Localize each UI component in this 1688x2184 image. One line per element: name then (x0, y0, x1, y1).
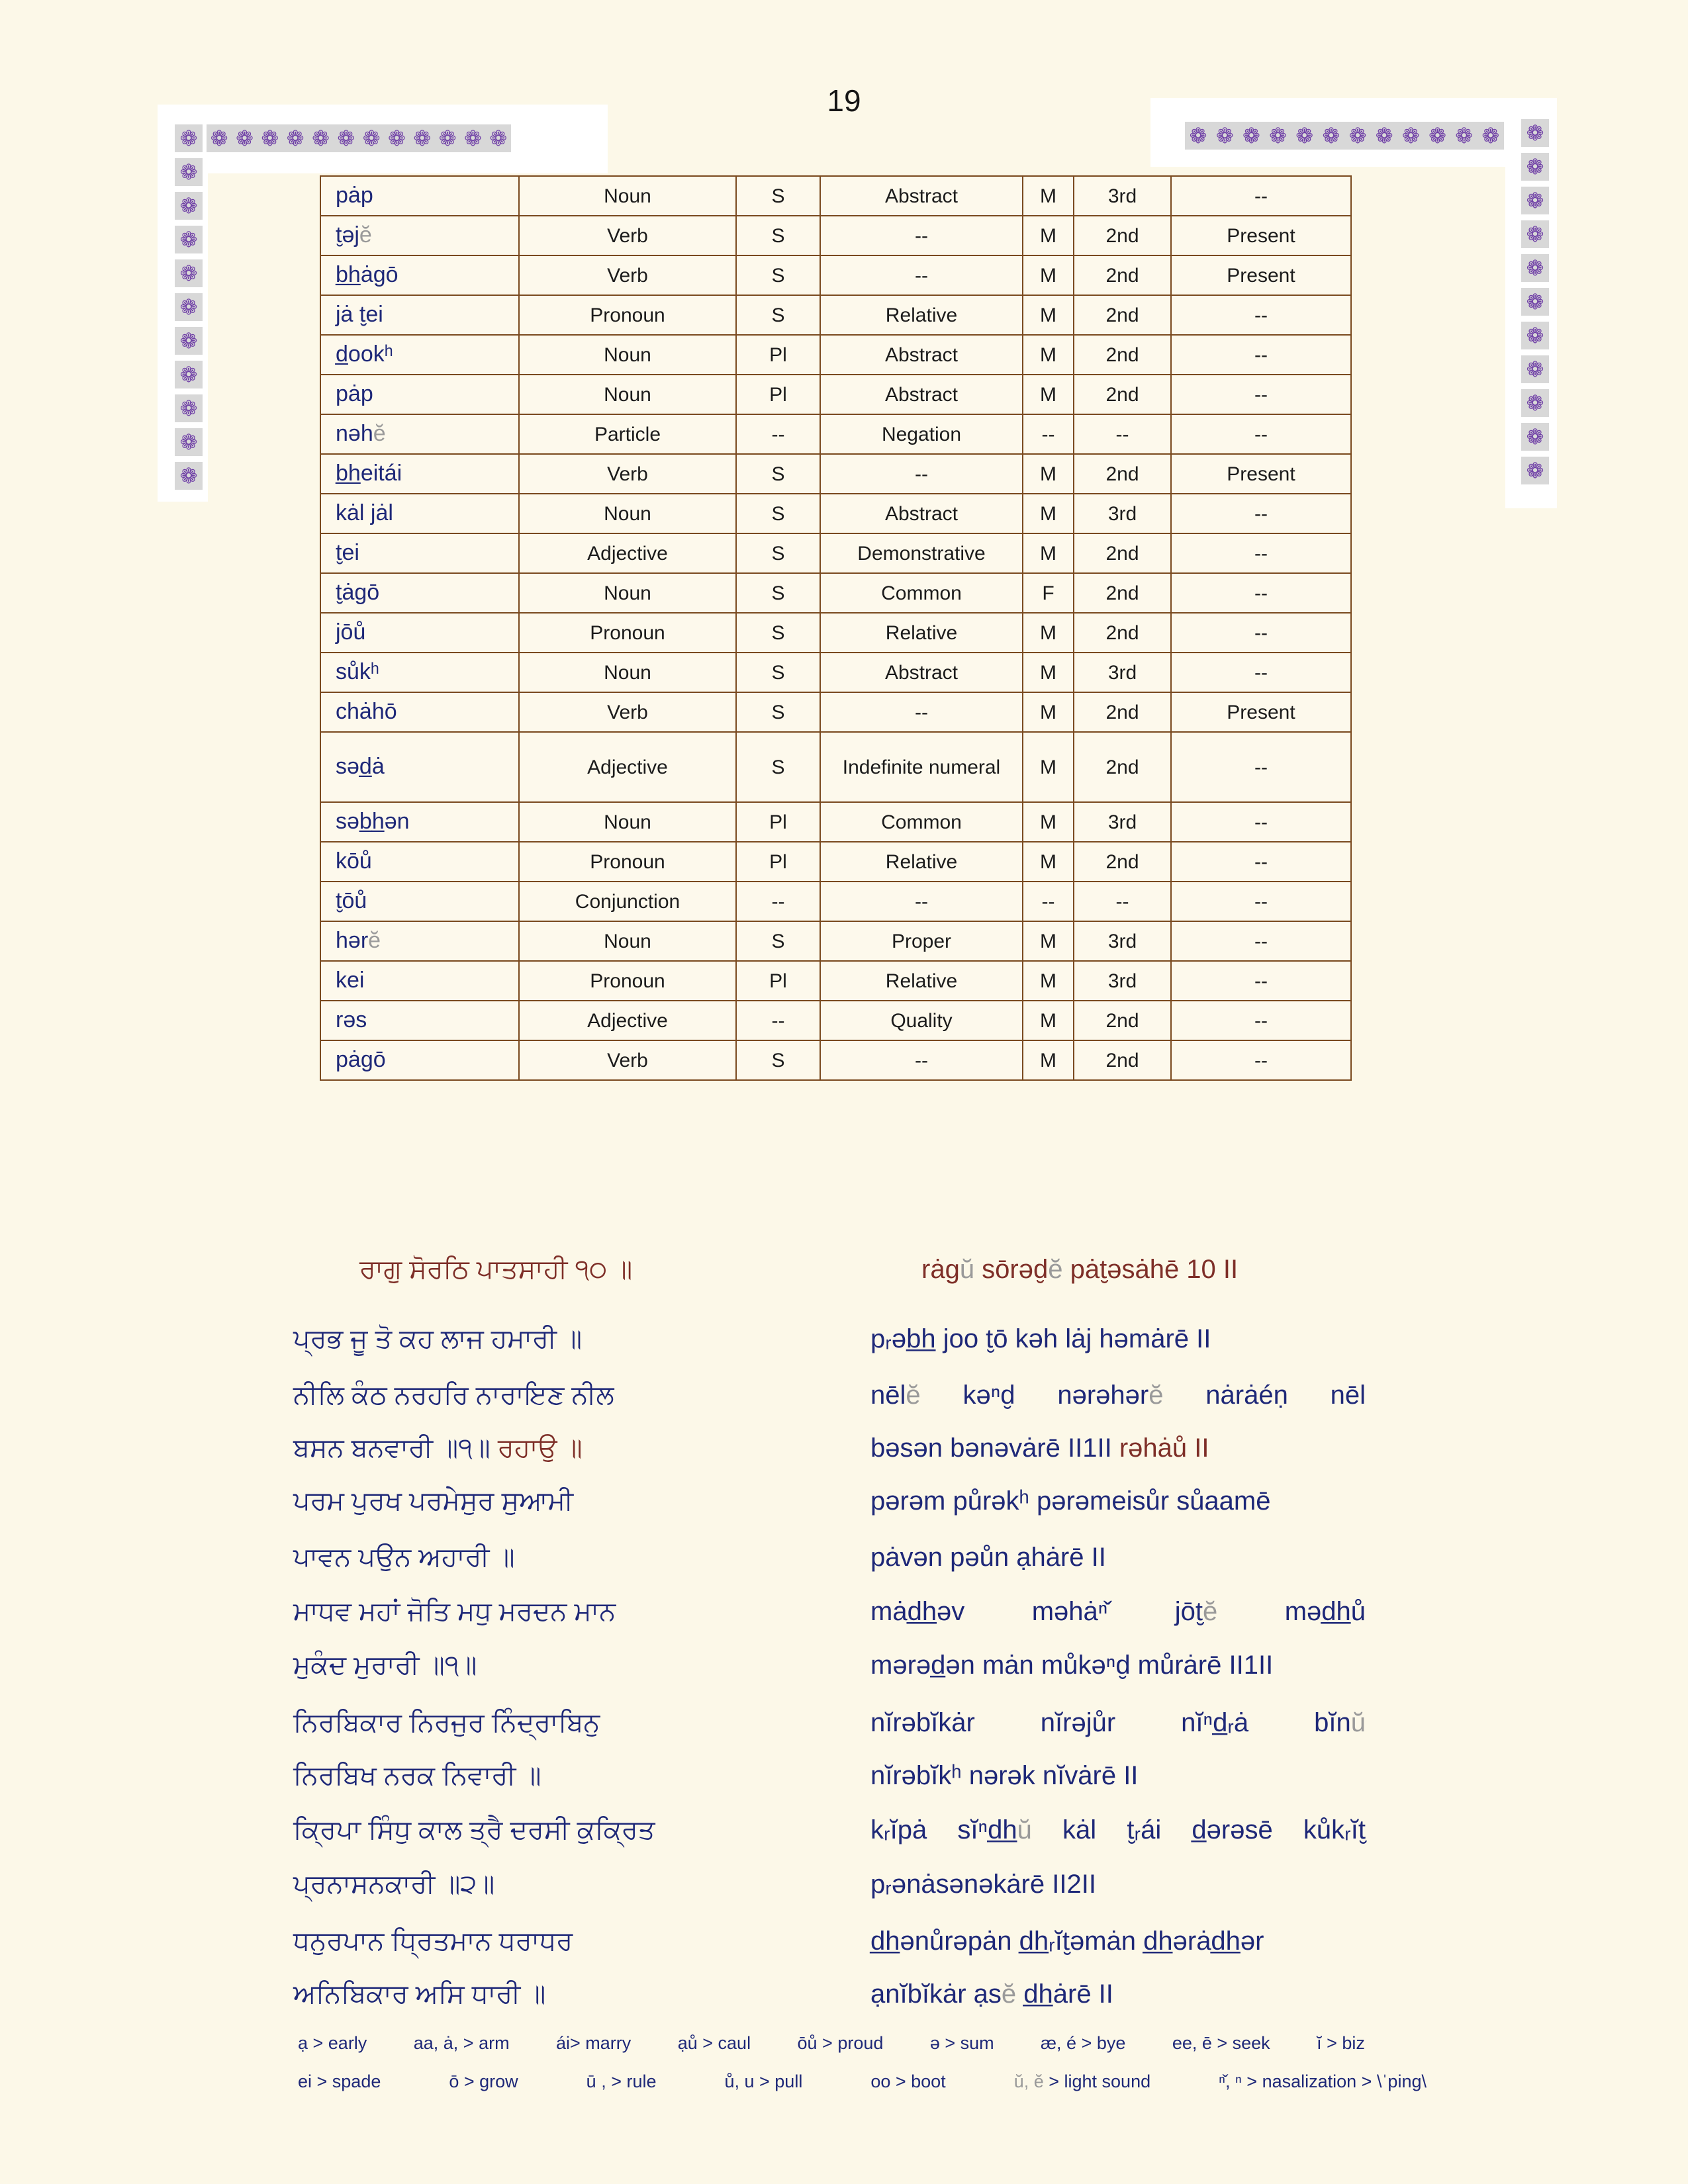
tense-cell: -- (1171, 533, 1351, 573)
type-cell: Negation (820, 414, 1023, 454)
pronunciation-guide-row-2 (298, 2071, 1427, 2092)
number-cell: -- (736, 882, 820, 921)
gurmukhi-line: ਨਿਰਬਿਕਾਰ ਨਿਰਜੁਰ ਨਿੰਦ੍ਰਾਬਿਨੁ (293, 1708, 600, 1737)
person-cell: 2nd (1074, 1001, 1171, 1040)
pos-cell: Noun (519, 335, 736, 375)
tense-cell: -- (1171, 921, 1351, 961)
number-cell: S (736, 732, 820, 802)
gender-cell: M (1023, 842, 1074, 882)
guide-item: oo > boot (870, 2071, 946, 2091)
page-number: 19 (827, 83, 861, 118)
type-cell: -- (820, 692, 1023, 732)
tense-cell: -- (1171, 573, 1351, 613)
person-cell: 2nd (1074, 692, 1171, 732)
gender-cell: M (1023, 494, 1074, 533)
translit-line: kᵣĭpȧ sĭⁿd̲h̲ŭ kȧl t̮ᵣái d̲ərəsē kůkᵣĭt̮ (870, 1815, 1366, 1844)
guide-item: æ, é > bye (1041, 2033, 1126, 2053)
person-cell: 2nd (1074, 255, 1171, 295)
translit-line: pᵣənȧsənəkȧrē II2II (870, 1870, 1096, 1899)
gurmukhi-line: ਰਾਗੁ ਸੋਰਠਿ ਪਾਤਸਾਹੀ ੧੦ ॥ (359, 1255, 633, 1284)
word-cell: rəs (320, 1001, 519, 1040)
number-cell: S (736, 533, 820, 573)
flower-icon: ❁ (175, 462, 203, 490)
translit-line: mərəd̲ən mȧn můkəⁿd̮ můrȧrē II1II (870, 1651, 1274, 1680)
pos-cell: Verb (519, 454, 736, 494)
pos-cell: Adjective (519, 1001, 736, 1040)
type-cell: -- (820, 454, 1023, 494)
word-cell: pȧp (320, 176, 519, 216)
tense-cell: -- (1171, 335, 1351, 375)
type-cell: Abstract (820, 176, 1023, 216)
gender-cell: M (1023, 613, 1074, 653)
number-cell: S (736, 573, 820, 613)
flower-icon: ❁ (175, 327, 203, 355)
person-cell: 2nd (1074, 375, 1171, 414)
tense-cell: -- (1171, 295, 1351, 335)
tense-cell: -- (1171, 842, 1351, 882)
word-cell: kȧl jȧl (320, 494, 519, 533)
number-cell: S (736, 1040, 820, 1080)
guide-item: aa, ȧ, > arm (413, 2033, 510, 2053)
guide-item: ə > sum (929, 2033, 994, 2053)
flower-icon: ❁ (1521, 457, 1549, 484)
gender-cell: M (1023, 255, 1074, 295)
word-cell: t̮ei (320, 533, 519, 573)
gurmukhi-line: ਪ੍ਰਨਾਸਨਕਾਰੀ ॥੨॥ (293, 1870, 495, 1899)
gender-cell: M (1023, 1040, 1074, 1080)
flower-icon: ❁ (261, 126, 279, 150)
flower-icon: ❁ (1375, 124, 1393, 148)
tense-cell: -- (1171, 375, 1351, 414)
number-cell: Pl (736, 961, 820, 1001)
word-cell: b̲h̲ȧgō (320, 255, 519, 295)
type-cell: Indefinite numeral (820, 732, 1023, 802)
gurmukhi-line: ਧਨੁਰਪਾਨ ਧ੍ਰਿਤਮਾਨ ਧਰਾਧਰ (293, 1927, 573, 1956)
word-cell: pȧp (320, 375, 519, 414)
word-cell: jȧ t̮ei (320, 295, 519, 335)
pos-cell: Pronoun (519, 842, 736, 882)
flower-icon: ❁ (175, 293, 203, 321)
gurmukhi-line: ਮੁਕੰਦ ਮੁਰਾਰੀ ॥੧॥ (293, 1651, 477, 1680)
tense-cell: -- (1171, 653, 1351, 692)
number-cell: Pl (736, 375, 820, 414)
guide-item: ū , > rule (586, 2071, 657, 2091)
pos-cell: Noun (519, 573, 736, 613)
person-cell: 2nd (1074, 732, 1171, 802)
gurmukhi-line: ਪਾਵਨ ਪਉਨ ਅਹਾਰੀ ॥ (293, 1543, 515, 1572)
number-cell: -- (736, 414, 820, 454)
flower-icon: ❁ (1521, 322, 1549, 349)
type-cell: Relative (820, 961, 1023, 1001)
person-cell: 2nd (1074, 295, 1171, 335)
word-cell: chȧhō (320, 692, 519, 732)
type-cell: -- (820, 216, 1023, 255)
guide-item: ōů > proud (797, 2033, 884, 2053)
person-cell: 2nd (1074, 613, 1171, 653)
gender-cell: M (1023, 454, 1074, 494)
word-cell: pȧgō (320, 1040, 519, 1080)
guide-item: ee, ē > seek (1172, 2033, 1270, 2053)
pos-cell: Adjective (519, 533, 736, 573)
person-cell: -- (1074, 414, 1171, 454)
person-cell: 2nd (1074, 842, 1171, 882)
gurmukhi-line: ਪ੍ਰਭ ਜੂ ਤੋ ਕਹ ਲਾਜ ਹਮਾਰੀ ॥ (293, 1324, 583, 1353)
flower-icon: ❁ (1429, 124, 1446, 148)
gender-cell: M (1023, 961, 1074, 1001)
translit-line: nĭrəbĭkʰ nərək nĭvȧrē II (870, 1761, 1139, 1790)
flower-icon: ❁ (388, 126, 406, 150)
tense-cell: -- (1171, 882, 1351, 921)
number-cell: S (736, 176, 820, 216)
gender-cell: M (1023, 216, 1074, 255)
flower-icon: ❁ (1521, 389, 1549, 417)
flower-icon: ❁ (312, 126, 330, 150)
type-cell: Demonstrative (820, 533, 1023, 573)
flower-icon: ❁ (464, 126, 482, 150)
word-cell: d̲ookʰ (320, 335, 519, 375)
gender-cell: M (1023, 335, 1074, 375)
flower-icon: ❁ (210, 126, 228, 150)
flower-icon: ❁ (1521, 153, 1549, 181)
flower-icon: ❁ (362, 126, 381, 150)
flower-icon: ❁ (175, 428, 203, 456)
tense-cell: -- (1171, 961, 1351, 1001)
tense-cell: Present (1171, 454, 1351, 494)
flower-icon: ❁ (489, 126, 508, 150)
flower-icon: ❁ (175, 158, 203, 186)
pos-cell: Noun (519, 802, 736, 842)
gurmukhi-line: ਮਾਧਵ ਮਹਾਂ ਜੋਤਿ ਮਧੁ ਮਰਦਨ ਮਾਨ (293, 1597, 616, 1626)
number-cell: S (736, 295, 820, 335)
pos-cell: Pronoun (519, 613, 736, 653)
tense-cell: -- (1171, 802, 1351, 842)
gender-cell: M (1023, 802, 1074, 842)
tense-cell: -- (1171, 613, 1351, 653)
word-cell: jōů (320, 613, 519, 653)
word-cell: b̲h̲eitái (320, 454, 519, 494)
person-cell: 3rd (1074, 921, 1171, 961)
type-cell: Quality (820, 1001, 1023, 1040)
person-cell: 3rd (1074, 176, 1171, 216)
guide-item: ŭ, ĕ > light sound (1013, 2071, 1151, 2091)
number-cell: S (736, 255, 820, 295)
number-cell: S (736, 692, 820, 732)
pos-cell: Noun (519, 375, 736, 414)
gurmukhi-line: ਨਿਰਬਿਖ ਨਰਕ ਨਿਵਾਰੀ ॥ (293, 1761, 541, 1790)
flower-icon: ❁ (175, 361, 203, 388)
type-cell: Abstract (820, 375, 1023, 414)
flower-icon: ❁ (1189, 124, 1207, 148)
gender-cell: -- (1023, 882, 1074, 921)
type-cell: Abstract (820, 653, 1023, 692)
pos-cell: Verb (519, 255, 736, 295)
translit-line: pȧvən pəůn ạhȧrē II (870, 1543, 1106, 1572)
word-cell: səb̲h̲ən (320, 802, 519, 842)
tense-cell: -- (1171, 414, 1351, 454)
guide-item: ĭ > biz (1317, 2033, 1365, 2053)
gurmukhi-line: ਪਰਮ ਪੁਰਖ ਪਰਮੇਸੁਰ ਸੁਆਮੀ (293, 1486, 574, 1516)
person-cell: 2nd (1074, 1040, 1171, 1080)
flower-icon: ❁ (1521, 288, 1549, 316)
pos-cell: Verb (519, 1040, 736, 1080)
flower-icon: ❁ (1215, 124, 1234, 148)
type-cell: -- (820, 1040, 1023, 1080)
word-cell: hərĕ (320, 921, 519, 961)
flower-icon: ❁ (1521, 423, 1549, 451)
pos-cell: Particle (519, 414, 736, 454)
flower-icon: ❁ (236, 126, 254, 150)
guide-item: ō > grow (449, 2071, 518, 2091)
number-cell: Pl (736, 802, 820, 842)
type-cell: Abstract (820, 335, 1023, 375)
guide-item: ů, u > pull (724, 2071, 803, 2091)
number-cell: S (736, 653, 820, 692)
number-cell: S (736, 613, 820, 653)
flower-icon: ❁ (1455, 124, 1474, 148)
gender-cell: M (1023, 692, 1074, 732)
word-cell: səd̲ȧ (320, 732, 519, 802)
tense-cell: -- (1171, 494, 1351, 533)
pos-cell: Noun (519, 921, 736, 961)
flower-icon: ❁ (1269, 124, 1287, 148)
gender-cell: M (1023, 732, 1074, 802)
word-cell: nəhĕ (320, 414, 519, 454)
translit-line: pᵣəb̲h̲ joo t̮ō kəh lȧj həmȧrē II (870, 1324, 1211, 1353)
tense-cell: -- (1171, 732, 1351, 802)
tense-cell: -- (1171, 1040, 1351, 1080)
guide-item: ⁿ̌, ⁿ > nasalization > \ˈping\ (1219, 2071, 1427, 2091)
flower-icon: ❁ (1521, 220, 1549, 248)
gender-cell: M (1023, 295, 1074, 335)
flower-icon: ❁ (1242, 124, 1260, 148)
flower-icon: ❁ (1521, 355, 1549, 383)
flower-icon: ❁ (175, 259, 203, 287)
translit-line: mȧd̲h̲əv məhȧⁿ̌ jōt̮ĕ məd̲h̲ů (870, 1597, 1366, 1626)
translit-line: pərəm půrəkʰ pərəmeisůr sůaamē (870, 1486, 1271, 1516)
gender-cell: M (1023, 533, 1074, 573)
translit-line: d̲h̲ənůrəpȧn d̲h̲ᵣĭt̮əmȧn d̲h̲ərȧd̲h̲ər (870, 1927, 1264, 1956)
word-cell: kōů (320, 842, 519, 882)
word-cell: kei (320, 961, 519, 1001)
gender-cell: M (1023, 1001, 1074, 1040)
gender-cell: M (1023, 921, 1074, 961)
flower-icon: ❁ (1521, 187, 1549, 214)
number-cell: -- (736, 1001, 820, 1040)
person-cell: 3rd (1074, 961, 1171, 1001)
number-cell: S (736, 494, 820, 533)
flower-icon: ❁ (413, 126, 432, 150)
person-cell: 2nd (1074, 216, 1171, 255)
flower-icon: ❁ (1322, 124, 1340, 148)
number-cell: Pl (736, 842, 820, 882)
flower-icon: ❁ (175, 124, 203, 152)
guide-item: ái> marry (556, 2033, 632, 2053)
person-cell: 3rd (1074, 494, 1171, 533)
guide-item: ạ > early (298, 2033, 367, 2053)
translit-line: nēlĕ kəⁿd̮ nərəhərĕ nȧrȧéṇ nēl (870, 1381, 1366, 1410)
pos-cell: Noun (519, 653, 736, 692)
gender-cell: M (1023, 176, 1074, 216)
type-cell: -- (820, 255, 1023, 295)
flower-icon: ❁ (1348, 124, 1367, 148)
gurmukhi-line: ਅਨਿਬਿਕਾਰ ਅਸਿ ਧਾਰੀ ॥ (293, 1979, 546, 2009)
tense-cell: Present (1171, 216, 1351, 255)
word-cell: t̮əjĕ (320, 216, 519, 255)
flower-icon: ❁ (337, 126, 355, 150)
number-cell: S (736, 921, 820, 961)
flower-icon: ❁ (1401, 124, 1420, 148)
gender-cell: M (1023, 375, 1074, 414)
pos-cell: Adjective (519, 732, 736, 802)
guide-item: ei > spade (298, 2071, 381, 2091)
gender-cell: -- (1023, 414, 1074, 454)
tense-cell: -- (1171, 176, 1351, 216)
number-cell: Pl (736, 335, 820, 375)
pronunciation-guide-row-1 (298, 2033, 1365, 2054)
pos-cell: Verb (519, 216, 736, 255)
pos-cell: Verb (519, 692, 736, 732)
person-cell: 3rd (1074, 802, 1171, 842)
number-cell: S (736, 216, 820, 255)
flower-icon: ❁ (175, 394, 203, 422)
type-cell: Relative (820, 842, 1023, 882)
translit-line: rȧgŭ sōrəd̮ĕ pȧt̮əsȧhē 10 II (921, 1255, 1239, 1284)
type-cell: -- (820, 882, 1023, 921)
gender-cell: M (1023, 653, 1074, 692)
flower-icon: ❁ (175, 192, 203, 220)
type-cell: Common (820, 802, 1023, 842)
pos-cell: Pronoun (519, 961, 736, 1001)
person-cell: 3rd (1074, 653, 1171, 692)
pos-cell: Conjunction (519, 882, 736, 921)
pos-cell: Noun (519, 494, 736, 533)
person-cell: 2nd (1074, 454, 1171, 494)
gender-cell: F (1023, 573, 1074, 613)
flower-icon: ❁ (1521, 119, 1549, 147)
translit-line: bəsən bənəvȧrē II1II rəhȧů II (870, 1433, 1209, 1463)
gurmukhi-line: ਬਸਨ ਬਨਵਾਰੀ ॥੧॥ ਰਹਾਉ ॥ (293, 1433, 583, 1463)
flower-icon: ❁ (175, 226, 203, 253)
person-cell: 2nd (1074, 573, 1171, 613)
type-cell: Relative (820, 295, 1023, 335)
tense-cell: -- (1171, 1001, 1351, 1040)
tense-cell: Present (1171, 255, 1351, 295)
pos-cell: Pronoun (519, 295, 736, 335)
flower-icon: ❁ (438, 126, 457, 150)
flower-icon: ❁ (286, 126, 305, 150)
guide-item: ạů > caul (677, 2033, 751, 2053)
flower-icon: ❁ (1481, 124, 1500, 148)
person-cell: 2nd (1074, 533, 1171, 573)
flower-icon: ❁ (1295, 124, 1314, 148)
word-cell: t̮ȧgō (320, 573, 519, 613)
word-cell: sůkʰ (320, 653, 519, 692)
type-cell: Relative (820, 613, 1023, 653)
person-cell: 2nd (1074, 335, 1171, 375)
gurmukhi-line: ਕ੍ਰਿਪਾ ਸਿੰਧੁ ਕਾਲ ਤ੍ਰੈ ਦਰਸੀ ਕੁਕ੍ਰਿਤ (293, 1815, 655, 1844)
tense-cell: Present (1171, 692, 1351, 732)
translit-line: nĭrəbĭkȧr nĭrəjůr nĭⁿd̲ᵣȧ bĭnŭ (870, 1708, 1366, 1737)
flower-icon: ❁ (1521, 254, 1549, 282)
person-cell: -- (1074, 882, 1171, 921)
number-cell: S (736, 454, 820, 494)
pos-cell: Noun (519, 176, 736, 216)
gurmukhi-line: ਨੀਲਿ ਕੰਠ ਨਰਹਰਿ ਨਾਰਾਇਣ ਨੀਲ (293, 1381, 614, 1410)
type-cell: Common (820, 573, 1023, 613)
word-cell: t̮ōů (320, 882, 519, 921)
type-cell: Proper (820, 921, 1023, 961)
type-cell: Abstract (820, 494, 1023, 533)
translit-line: ạnĭbĭkȧr ạsĕ d̲h̲ȧrē II (870, 1979, 1113, 2009)
